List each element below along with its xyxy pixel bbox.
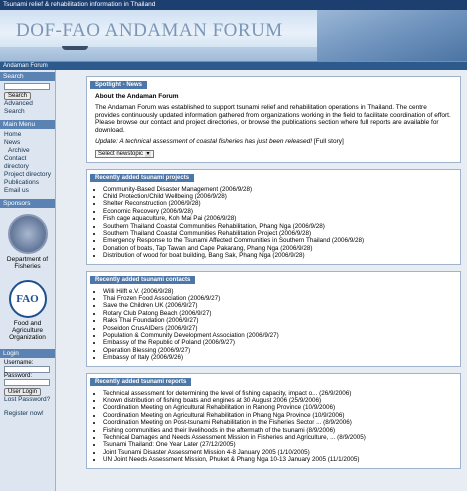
projects-heading: Recently added tsunami projects	[90, 174, 194, 182]
main-menu-heading: Main Menu	[0, 120, 55, 129]
list-item[interactable]: • Coordination Meeting on Agricultural Rehabilitation in Phang Nga Province (10/9/2006)	[103, 412, 452, 419]
menu-item-email-us[interactable]: Email us	[4, 187, 29, 194]
contacts-list	[95, 288, 452, 362]
list-item[interactable]: • Economic Recovery (2006/9/28)	[103, 208, 452, 215]
list-item[interactable]: • Technical assessment for determining the level of fishing capacity, impact o... (26/9/2006)	[103, 390, 452, 397]
sponsor-fao[interactable]	[0, 274, 55, 345]
list-item[interactable]: • Save the Children UK (2006/9/27)	[103, 302, 452, 309]
chevron-down-icon: ▾	[146, 150, 150, 157]
menu-item-archive[interactable]: Archive	[8, 147, 30, 154]
newstopic-select-value: Select newstopic	[98, 150, 144, 157]
about-title: About the Andaman Forum	[95, 93, 179, 100]
advanced-search-link[interactable]: Advanced Search	[4, 100, 33, 115]
site-title: DOF-FAO ANDAMAN FORUM	[16, 20, 283, 41]
banner-water	[0, 47, 317, 61]
full-story-link[interactable]: [Full story]	[313, 138, 344, 145]
sponsor-dof-label: Department of Fisheries	[6, 256, 49, 270]
user-login-button[interactable]: User Login	[4, 388, 41, 396]
list-item[interactable]: • Tsunami Thailand: One Year Later (27/12/2005)	[103, 441, 452, 448]
password-input[interactable]	[4, 379, 50, 386]
list-item[interactable]: • Distribution of wood for boat building, Bang Sak, Phang Nga (2006/9/28)	[103, 252, 452, 259]
site-subtitle: Andaman Forum	[0, 62, 467, 70]
contacts-heading: Recently added tsunami contacts	[90, 276, 195, 284]
list-item[interactable]: • Coordination Meeting on Post-tsunami Rehabilitation in the Fisheries Sector ... (8/9/2006)	[103, 419, 452, 426]
login-form	[0, 358, 55, 420]
boat-icon	[62, 46, 88, 50]
list-item[interactable]: • Fishing communities and their livelihoods in the aftermath of the tsunami (8/9/2006)	[103, 427, 452, 434]
projects-panel	[86, 169, 461, 265]
newstopic-select[interactable]	[95, 150, 154, 158]
top-bar: Tsunami relief & rehabilitation information in Thailand	[0, 0, 467, 10]
spotlight-heading: Spotlight - News	[90, 81, 147, 89]
menu-item-contact-directory[interactable]: Contact directory	[4, 155, 29, 170]
search-box	[0, 81, 55, 118]
main-menu	[0, 129, 55, 197]
login-heading: Login	[0, 349, 55, 358]
list-item[interactable]: • Embassy of the Republic of Poland (2006/9/27)	[103, 339, 452, 346]
list-item[interactable]: • Thai Frozen Food Association (2006/9/27)	[103, 295, 452, 302]
username-input[interactable]	[4, 366, 50, 373]
list-item[interactable]: • Technical Damages and Needs Assessment Mission in Fisheries and Agriculture, ... (8/9/2005)	[103, 434, 452, 441]
list-item[interactable]: • Community-Based Disaster Management (2006/9/28)	[103, 186, 452, 193]
banner-photo	[317, 10, 467, 62]
menu-item-project-directory[interactable]: Project directory	[4, 171, 51, 178]
list-item[interactable]: • Shelter Reconstruction (2006/9/28)	[103, 200, 452, 207]
sponsor-dof[interactable]	[0, 208, 55, 274]
register-link[interactable]: Register now!	[4, 410, 44, 417]
fao-logo-icon: FAO	[9, 280, 47, 318]
update-text: Update: A technical assessment of coastal fisheries has just been released!	[95, 138, 313, 145]
list-item[interactable]: • Population & Community Development Association (2006/9/27)	[103, 332, 452, 339]
list-item[interactable]: • Poseidon CrusAIDers (2006/9/27)	[103, 325, 452, 332]
password-label: Password:	[4, 373, 33, 379]
sidebar	[0, 70, 56, 491]
username-label: Username:	[4, 360, 34, 366]
projects-list	[95, 186, 452, 260]
about-text: The Andaman Forum was established to support tsunami relief and rehabilitation operations in Thailand. The centre provides continuously updated information gathered from organizations working in the field to facilitate coordination of effort. Please browse our contact and project directories, or browse the publications section where full reports are available for download.	[95, 104, 451, 134]
list-item[interactable]: • Willi Hilft e.V. (2006/9/28)	[103, 288, 452, 295]
list-item[interactable]: • Emergency Response to the Tsunami Affected Communities in Southern Thailand (2006/9/28)	[103, 237, 452, 244]
list-item[interactable]: • Coordination Meeting on Agricultural Rehabilitation in Ranong Province (10/9/2006)	[103, 404, 452, 411]
sponsor-fao-label: Food and Agriculture Organization	[9, 320, 46, 341]
search-button[interactable]: Search	[4, 92, 31, 100]
list-item[interactable]: • Southern Thailand Coastal Communities Rehabilitation, Phang Nga (2006/9/28)	[103, 223, 452, 230]
list-item[interactable]: • Embassy of Italy (2006/9/26)	[103, 354, 452, 361]
spotlight-panel	[86, 76, 461, 163]
reports-list	[95, 390, 452, 464]
reports-heading: Recently added tsunami reports	[90, 378, 191, 386]
sponsors-heading: Sponsors	[0, 199, 55, 208]
reports-panel	[86, 373, 461, 469]
list-item[interactable]: • Child Protection/Child Wellbeing (2006/9/28)	[103, 193, 452, 200]
main-content	[56, 70, 467, 491]
contacts-panel	[86, 271, 461, 367]
list-item[interactable]: • Rotary Club Patong Beach (2006/9/27)	[103, 310, 452, 317]
list-item[interactable]: • Operation Blessing (2006/9/27)	[103, 347, 452, 354]
search-input[interactable]	[4, 83, 50, 90]
list-item[interactable]: • Joint Tsunami Disaster Assessment Mission 4-8 January 2005 (1/10/2005)	[103, 449, 452, 456]
department-of-fisheries-seal-icon	[8, 214, 48, 254]
list-item[interactable]: • Raks Thai Foundation (2006/9/27)	[103, 317, 452, 324]
menu-item-home[interactable]: Home	[4, 131, 22, 138]
list-item[interactable]: • Donation of boats, Tap Tawan and Cape Pakarang, Phang Nga (2006/9/28)	[103, 245, 452, 252]
list-item[interactable]: • Known distribution of fishing boats and engines at 30 August 2006 (25/9/2006)	[103, 397, 452, 404]
site-banner	[0, 10, 467, 62]
menu-item-news[interactable]: News	[4, 139, 21, 146]
list-item[interactable]: • Fish cage aquaculture, Koh Mai Pai (2006/9/28)	[103, 215, 452, 222]
menu-item-publications[interactable]: Publications	[4, 179, 40, 186]
lost-password-link[interactable]: Lost Password?	[4, 396, 51, 403]
list-item[interactable]: • Southern Thailand Coastal Communities Rehabilitation Project (2006/9/28)	[103, 230, 452, 237]
list-item[interactable]: • UN Joint Needs Assessment Mission, Phuket & Phang Nga 10-13 January 2005 (11/1/2005)	[103, 456, 452, 463]
search-heading: Search	[0, 72, 55, 81]
